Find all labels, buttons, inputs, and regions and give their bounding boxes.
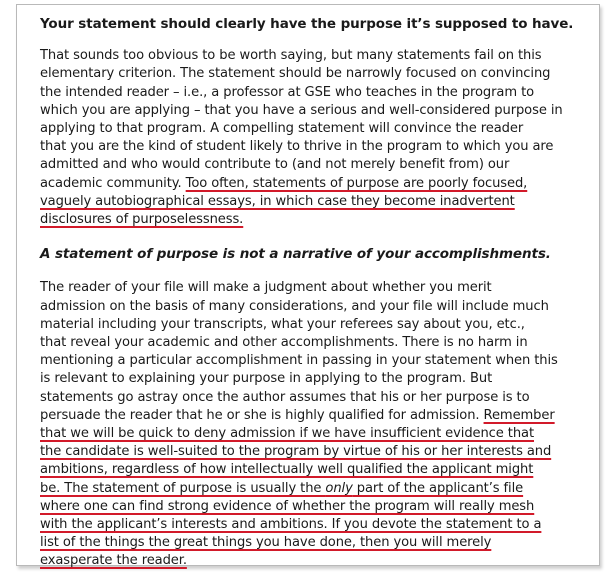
- text-line: admitted and who would contribute to (and not merely benefit from) our: [40, 157, 510, 173]
- text-line: which you are applying – that you have a serious and well-considered purpose in: [40, 102, 563, 118]
- text-line: mentioning a particular accomplishment in passing in your statement when this: [40, 353, 558, 369]
- document-body: [40, 15, 592, 571]
- text-line: [40, 552, 592, 570]
- emphasis-only: only: [325, 480, 353, 496]
- highlighted-text: Too often, statements of purpose are poorly focused,: [185, 175, 528, 191]
- paragraph-accomplishments: [40, 279, 592, 570]
- text-span: persuade the reader that he or she is highly qualified for admission.: [40, 407, 484, 423]
- section-heading-accomplishments: A statement of purpose is not a narrative of your accomplishments.: [40, 246, 551, 263]
- text-line: [40, 461, 592, 479]
- highlighted-text: disclosures of purposelessness.: [40, 212, 244, 228]
- text-line: that you are the kind of student likely to thrive in the program to which you are: [40, 139, 554, 155]
- text-line: [40, 498, 592, 516]
- text-line: The reader of your file will make a judgment about whether you merit: [40, 280, 492, 296]
- highlighted-text: with the applicant’s interests and ambitions. If you devote the statement to a: [40, 517, 542, 533]
- highlighted-text: the candidate is well-suited to the program by virtue of his or her interests and: [40, 444, 552, 460]
- text-line: [40, 480, 592, 498]
- text-line: is relevant to explaining your purpose in applying to the program. But: [40, 371, 493, 387]
- section-heading-purpose: Your statement should clearly have the purpose it’s supposed to have.: [40, 16, 574, 32]
- text-line: [40, 211, 592, 229]
- highlighted-text: Remember: [483, 407, 555, 423]
- text-line: the intended reader – i.e., a professor at GSE who teaches in the program to: [40, 84, 535, 100]
- highlighted-text: where one can find strong evidence of whether the program will really mesh: [40, 498, 535, 514]
- text-line: [40, 425, 592, 443]
- text-span: academic community.: [40, 175, 186, 191]
- text-line: admission on the basis of many considerations, and your file will include much: [40, 298, 549, 314]
- document-page: [16, 4, 600, 569]
- text-line: applying to that program. A compelling statement will convince the reader: [40, 121, 524, 137]
- text-line: elementary criterion. The statement should be narrowly focused on convincing: [40, 66, 551, 82]
- text-line: [40, 175, 592, 193]
- text-span: part of the applicant’s file: [352, 480, 524, 496]
- text-line: [40, 534, 592, 552]
- highlighted-text: list of the things the great things you have done, then you will merely: [40, 535, 492, 551]
- highlighted-text: ambitions, regardless of how intellectually well qualified the applicant might: [40, 462, 534, 478]
- text-span: be. The statement of purpose is usually the: [40, 480, 326, 496]
- text-line: [40, 516, 592, 534]
- highlighted-text: vaguely autobiographical essays, in which case they become inadvertent: [40, 193, 515, 209]
- text-line: [40, 193, 592, 211]
- text-line: that reveal your academic and other accomplishments. There is no harm in: [40, 335, 528, 351]
- text-line: material including your transcripts, what your referees say about you, etc.,: [40, 316, 525, 332]
- text-line: [40, 407, 592, 425]
- text-line: That sounds too obvious to be worth saying, but many statements fail on this: [40, 48, 542, 64]
- highlighted-text: [40, 481, 523, 496]
- text-line: statements go astray once the author assumes that his or her purpose is to: [40, 389, 530, 405]
- highlighted-text: that we will be quick to deny admission if we have insufficient evidence that: [40, 426, 534, 442]
- paragraph-purpose: [40, 47, 592, 229]
- text-line: [40, 443, 592, 461]
- highlighted-text: exasperate the reader.: [40, 553, 187, 569]
